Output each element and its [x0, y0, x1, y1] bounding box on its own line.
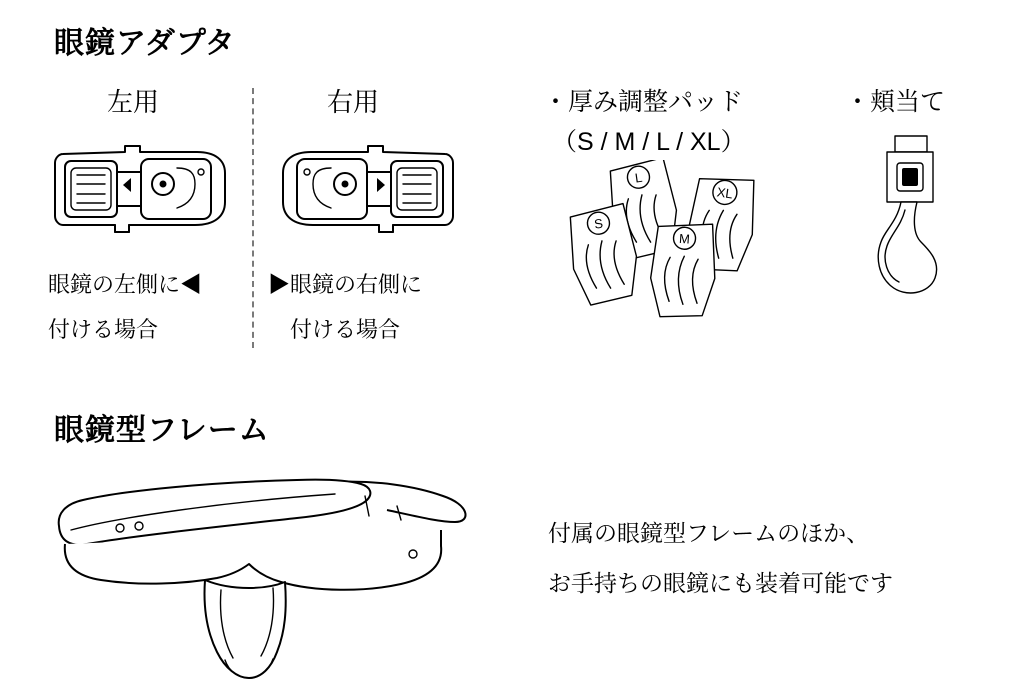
right-adapter-caption-line1: ▶眼鏡の右側に — [268, 272, 423, 297]
left-adapter-caption-line2: 付ける場合 — [48, 317, 159, 342]
frame-note-line2: お手持ちの眼鏡にも装着可能です — [548, 570, 893, 596]
right-adapter-caption-line2: 付ける場合 — [290, 317, 401, 342]
frame-note-line1: 付属の眼鏡型フレームのほか、 — [548, 520, 870, 546]
adapter-left-label: 左用 — [107, 87, 160, 117]
cheek-rest-illustration — [855, 130, 965, 310]
thickness-pads-illustration — [555, 160, 805, 320]
svg-text:M: M — [678, 230, 691, 247]
frame-section-title: 眼鏡型フレーム — [54, 414, 270, 447]
left-adapter-caption-line1: 眼鏡の左側に◀ — [48, 272, 203, 297]
pads-label-line1: ・厚み調整パッド — [543, 88, 744, 116]
svg-text:S: S — [593, 215, 604, 232]
right-adapter-illustration — [273, 128, 463, 253]
glasses-frame-illustration — [35, 460, 505, 690]
adapter-section-title: 眼鏡アダプタ — [54, 27, 236, 60]
left-adapter-illustration — [45, 128, 235, 253]
column-divider — [252, 88, 254, 348]
adapter-right-label: 右用 — [327, 87, 380, 117]
svg-text:XL: XL — [715, 184, 734, 202]
pads-label-line2: （S / M / L / XL） — [552, 128, 746, 156]
cheek-rest-label: ・頬当て — [845, 88, 946, 116]
svg-text:L: L — [633, 169, 644, 186]
